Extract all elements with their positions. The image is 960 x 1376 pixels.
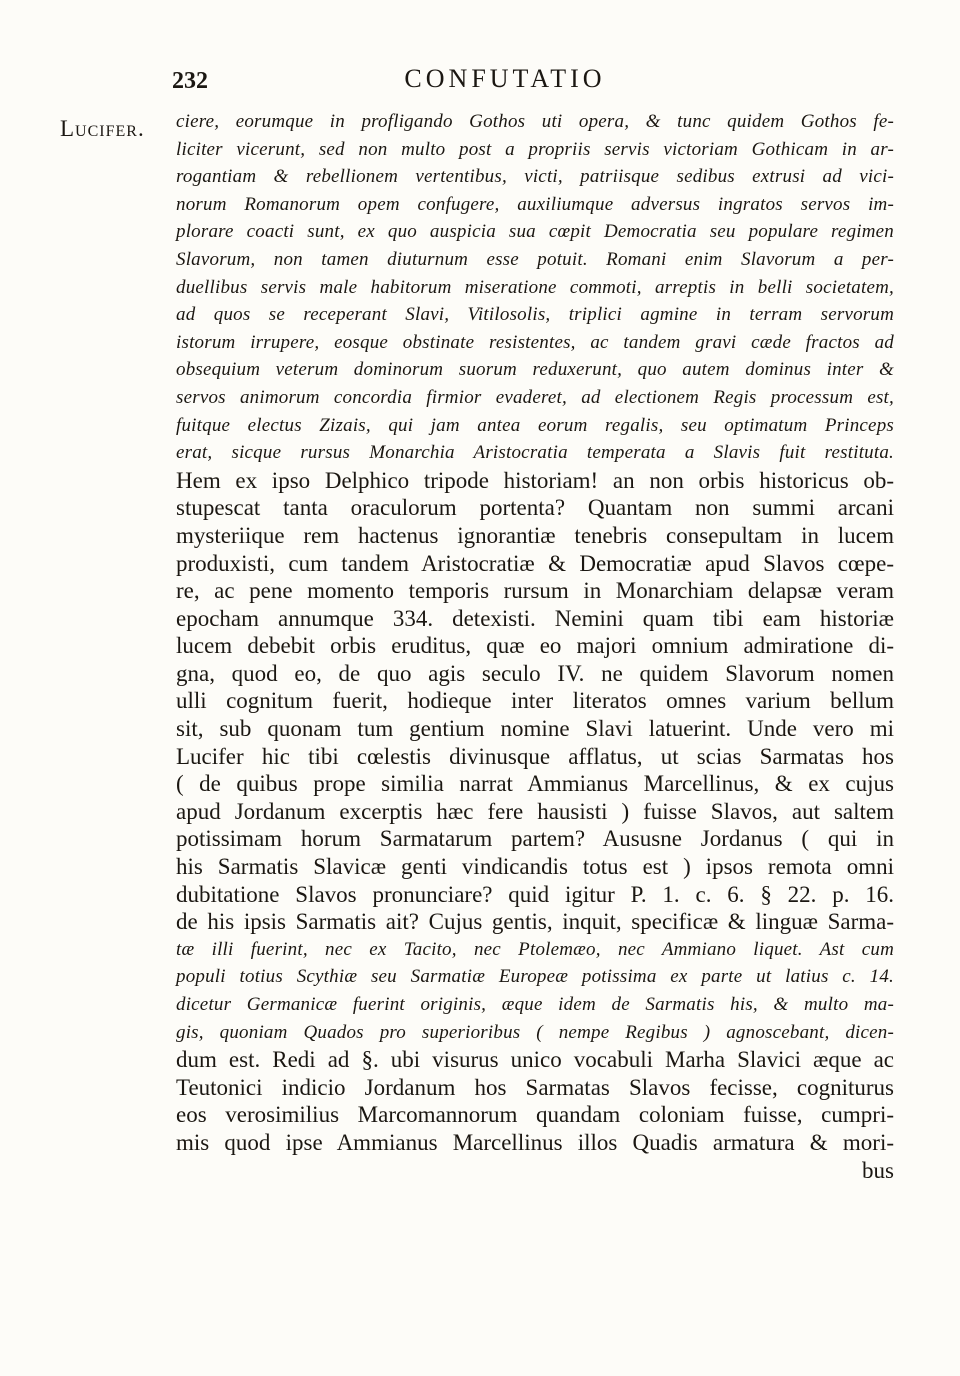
text-line: apud Jordanum excerptis hæc fere hausisti ) fuisse Slavos, aut saltem <box>176 798 894 824</box>
text-line: ad quos se receperant Slavi, Vitilosolis, triplici agmine in terram servorum <box>176 304 894 326</box>
text-line: Teutonici indicio Jordanum hos Sarmatas Slavos fecisse, cogniturus <box>176 1074 894 1100</box>
text-line: norum Romanorum opem confugere, auxiliumque adversus ingratos servos im- <box>176 193 894 215</box>
text-line: Slavorum, non tamen diuturnum esse potuit. Romani enim Slavorum a per- <box>176 248 894 270</box>
text-line: ciere, eorumque in profligando Gothos uti opera, & tunc quidem Gothos fe- <box>176 111 894 132</box>
text-line: re, ac pene momento temporis rursum in Monarchiam delapsæ veram <box>176 578 894 604</box>
text-line: ( de quibus prope similia narrat Ammianus Marcellinus, & ex cujus <box>176 771 894 797</box>
text-line: stupescat tanta oraculorum portenta? Quantam non summi arcani <box>176 495 894 521</box>
running-title: CONFUTATIO <box>404 64 606 93</box>
text-line: Lucifer hic tibi cœlestis divinusque afflatus, ut scias Sarmatas hos <box>176 743 894 769</box>
text-line: obsequium veterum dominorum suorum reduxerunt, quo autem dominus inter & <box>176 359 894 381</box>
text-line: epocham annumque 334. detexisti. Nemini quam tibi eam historiæ <box>176 605 894 631</box>
text-line: erat, sicque rursus Monarchia Aristocratia temperata a Slavis fuit restituta. <box>176 442 894 464</box>
catchword: bus <box>862 1157 894 1183</box>
text-block <box>176 108 894 1184</box>
text-line: servos animorum concordia firmior evaderet, ad electionem Regis processum est, <box>176 386 894 408</box>
text-line: rogantiam & rebellionem vertentibus, victi, patriisque sedibus extrusi ad vici- <box>176 166 894 188</box>
page-number: 232 <box>172 68 208 94</box>
text-line: mis quod ipse Ammianus Marcellinus illos Quadis armatura & mori- <box>176 1129 894 1155</box>
text-line: his Sarmatis Slavicæ genti vindicandis totus est ) ipsos remota omni <box>176 854 894 880</box>
margin-note: Lucifer. <box>60 116 145 141</box>
text-line: produxisti, cum tandem Aristocratiæ & Democratiæ apud Slavos cœpe- <box>176 550 894 576</box>
text-line: sit, sub quonam tum gentium nomine Slavi latuerint. Unde vero mi <box>176 716 894 742</box>
text-line: gna, quod eo, de quo agis seculo IV. ne quidem Slavorum nomen <box>176 660 894 686</box>
text-line: tæ illi fuerint, nec ex Tacito, nec Ptolemæo, nec Ammiano liquet. Ast cum <box>176 938 894 960</box>
text-line: populi totius Scythiæ seu Sarmatiæ Europeæ potissima ex parte ut latius c. 14. <box>176 966 894 988</box>
text-line: istorum irrupere, eosque obstinate resistentes, ac tandem gravi cæde fractos ad <box>176 331 894 353</box>
text-line: fuitque electus Zizais, qui jam antea eorum regalis, seu optimatum Princeps <box>176 414 894 436</box>
text-line: gis, quoniam Quados pro superioribus ( nempe Regibus ) agnoscebant, dicen- <box>176 1021 894 1043</box>
text-line: potissimam horum Sarmatarum partem? Aususne Jordanus ( qui in <box>176 826 894 852</box>
text-line: eos verosimilius Marcomannorum quandam coloniam fuisse, cumpri- <box>176 1102 894 1128</box>
text-line: Hem ex ipso Delphico tripode historiam! an non orbis historicus ob- <box>176 467 894 493</box>
text-line: plorare coacti sunt, ex quo auspicia sua cœpit Democratia seu populare regimen <box>176 221 894 243</box>
text-line: dum est. Redi ad §. ubi visurus unico vocabuli Marha Slavici æque ac <box>176 1047 894 1073</box>
page-header <box>0 60 960 100</box>
text-line: de his ipsis Sarmatis ait? Cujus gentis, inquit, specificæ & linguæ Sarma- <box>176 909 894 935</box>
text-line: dubitatione Slavos pronunciare? quid igitur P. 1. c. 6. § 22. p. 16. <box>176 881 894 907</box>
text-line: ulli cognitum fuerit, hodieque inter literatos omnes varium bellum <box>176 688 894 714</box>
text-line: lucem debebit orbis eruditus, quæ eo majori omnium admiratione di- <box>176 633 894 659</box>
text-line: dicetur Germanicæ fuerint originis, æque idem de Sarmatis his, & multo ma- <box>176 994 894 1015</box>
text-line: duellibus servis male habitorum miseratione commoti, arreptis in belli societatem, <box>176 276 894 298</box>
text-line: liciter vicerunt, sed non multo post a propriis servis victoriam Gothicam in ar- <box>176 138 894 160</box>
text-line: mysteriique rem hactenus ignorantiæ tenebris consepultam in lucem <box>176 522 894 548</box>
